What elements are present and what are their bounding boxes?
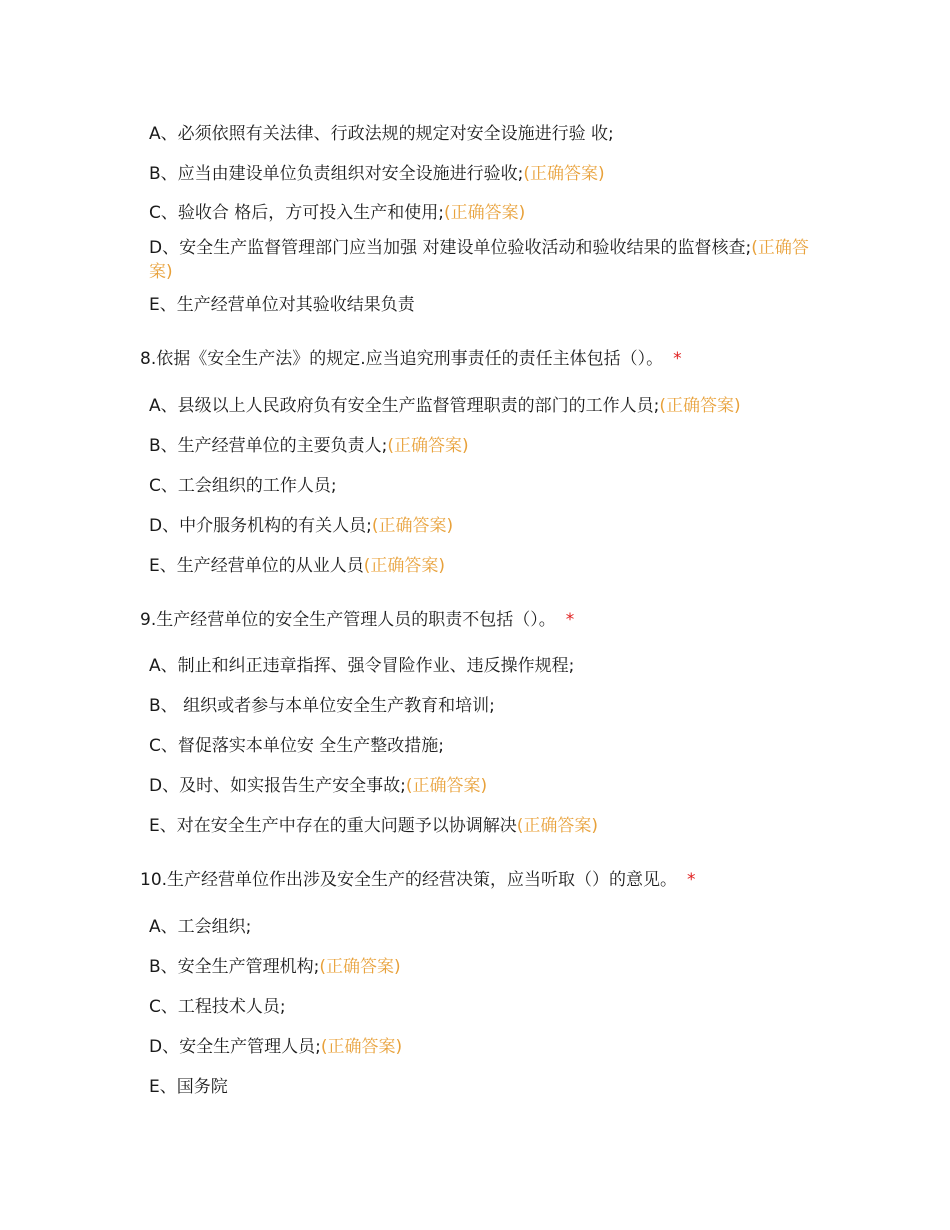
question-9-option-e — [149, 814, 598, 838]
question-9-option-b — [149, 694, 495, 718]
option-prev-d — [149, 236, 809, 284]
question-8-option-d — [149, 514, 453, 538]
option-text: E、国务院 — [149, 1077, 228, 1097]
option-prev-a — [149, 122, 614, 146]
option-text: B、 组织或者参与本单位安全生产教育和培训; — [149, 696, 495, 716]
question-9-title — [140, 608, 574, 632]
question-10-option-b — [149, 955, 401, 979]
correct-answer-mark: (正确答案) — [387, 436, 469, 456]
option-text: C、验收合 格后，方可投入生产和使用; — [149, 203, 445, 223]
question-8-option-c — [149, 474, 337, 498]
question-text: 9.生产经营单位的安全生产管理人员的职责不包括（）。 — [140, 610, 556, 630]
correct-answer-mark: (正确答案) — [363, 556, 446, 576]
option-prev-c — [149, 201, 525, 225]
question-text: 10.生产经营单位作出涉及安全生产的经营决策，应当听取（）的意见。 — [140, 870, 678, 890]
option-text: C、工会组织的工作人员; — [149, 476, 337, 496]
option-text: A、工会组织; — [149, 917, 252, 937]
option-text: A、必须依照有关法律、行政法规的规定对安全设施进行验 收; — [149, 124, 614, 144]
question-8-option-a — [149, 394, 741, 418]
option-text: E、生产经营单位对其验收结果负责 — [149, 295, 415, 315]
option-prev-b — [149, 162, 605, 186]
question-10-option-d — [149, 1035, 402, 1059]
option-text: C、督促落实本单位安 全生产整改措施; — [149, 736, 445, 756]
correct-answer-mark: (正确答案) — [444, 203, 526, 223]
question-10-option-a — [149, 915, 251, 939]
question-9-option-d — [149, 774, 487, 798]
question-10-title — [140, 868, 696, 892]
question-8-title — [140, 347, 682, 371]
option-text: B、安全生产管理机构; — [149, 957, 320, 977]
correct-answer-mark: (正确答案) — [371, 516, 454, 536]
question-9-option-c — [149, 734, 444, 758]
option-text: B、应当由建设单位负责组织对安全设施进行验收; — [149, 164, 524, 184]
required-star: * — [565, 610, 575, 630]
question-8-option-b — [149, 434, 469, 458]
correct-answer-mark: (正确答案) — [319, 957, 401, 977]
correct-answer-mark: (正确答案) — [659, 396, 741, 416]
question-10-option-e — [149, 1075, 228, 1099]
correct-answer-mark: (正确答案) — [405, 776, 488, 796]
option-text: A、制止和纠正违章指挥、强令冒险作业、违反操作规程; — [149, 656, 575, 676]
option-text: B、生产经营单位的主要负责人; — [149, 436, 388, 456]
question-10-option-c — [149, 995, 286, 1019]
option-text: E、生产经营单位的从业人员 — [149, 556, 364, 576]
option-text: D、及时、如实报告生产安全事故; — [149, 776, 406, 796]
option-text: A、县级以上人民政府负有安全生产监督管理职责的部门的工作人员; — [149, 396, 660, 416]
option-text: C、工程技术人员; — [149, 997, 286, 1017]
correct-answer-mark: (正确答案) — [320, 1037, 403, 1057]
option-prev-e — [149, 293, 415, 317]
correct-answer-mark: (正确答案) — [523, 164, 605, 184]
required-star: * — [673, 349, 682, 369]
option-text: E、对在安全生产中存在的重大问题予以协调解决 — [149, 816, 517, 836]
required-star: * — [687, 870, 696, 890]
option-text: D、安全生产监督管理部门应当加强 对建设单位验收活动和验收结果的监督核查; — [149, 238, 752, 258]
question-8-option-e — [149, 554, 445, 578]
question-text: 8.依据《安全生产法》的规定.应当追究刑事责任的责任主体包括（）。 — [140, 349, 664, 369]
option-text: D、安全生产管理人员; — [149, 1037, 321, 1057]
question-9-option-a — [149, 654, 574, 678]
correct-answer-mark: (正确答案) — [516, 816, 599, 836]
correct-answer-mark: (正确答案) — [149, 238, 809, 282]
option-text: D、中介服务机构的有关人员; — [149, 516, 372, 536]
